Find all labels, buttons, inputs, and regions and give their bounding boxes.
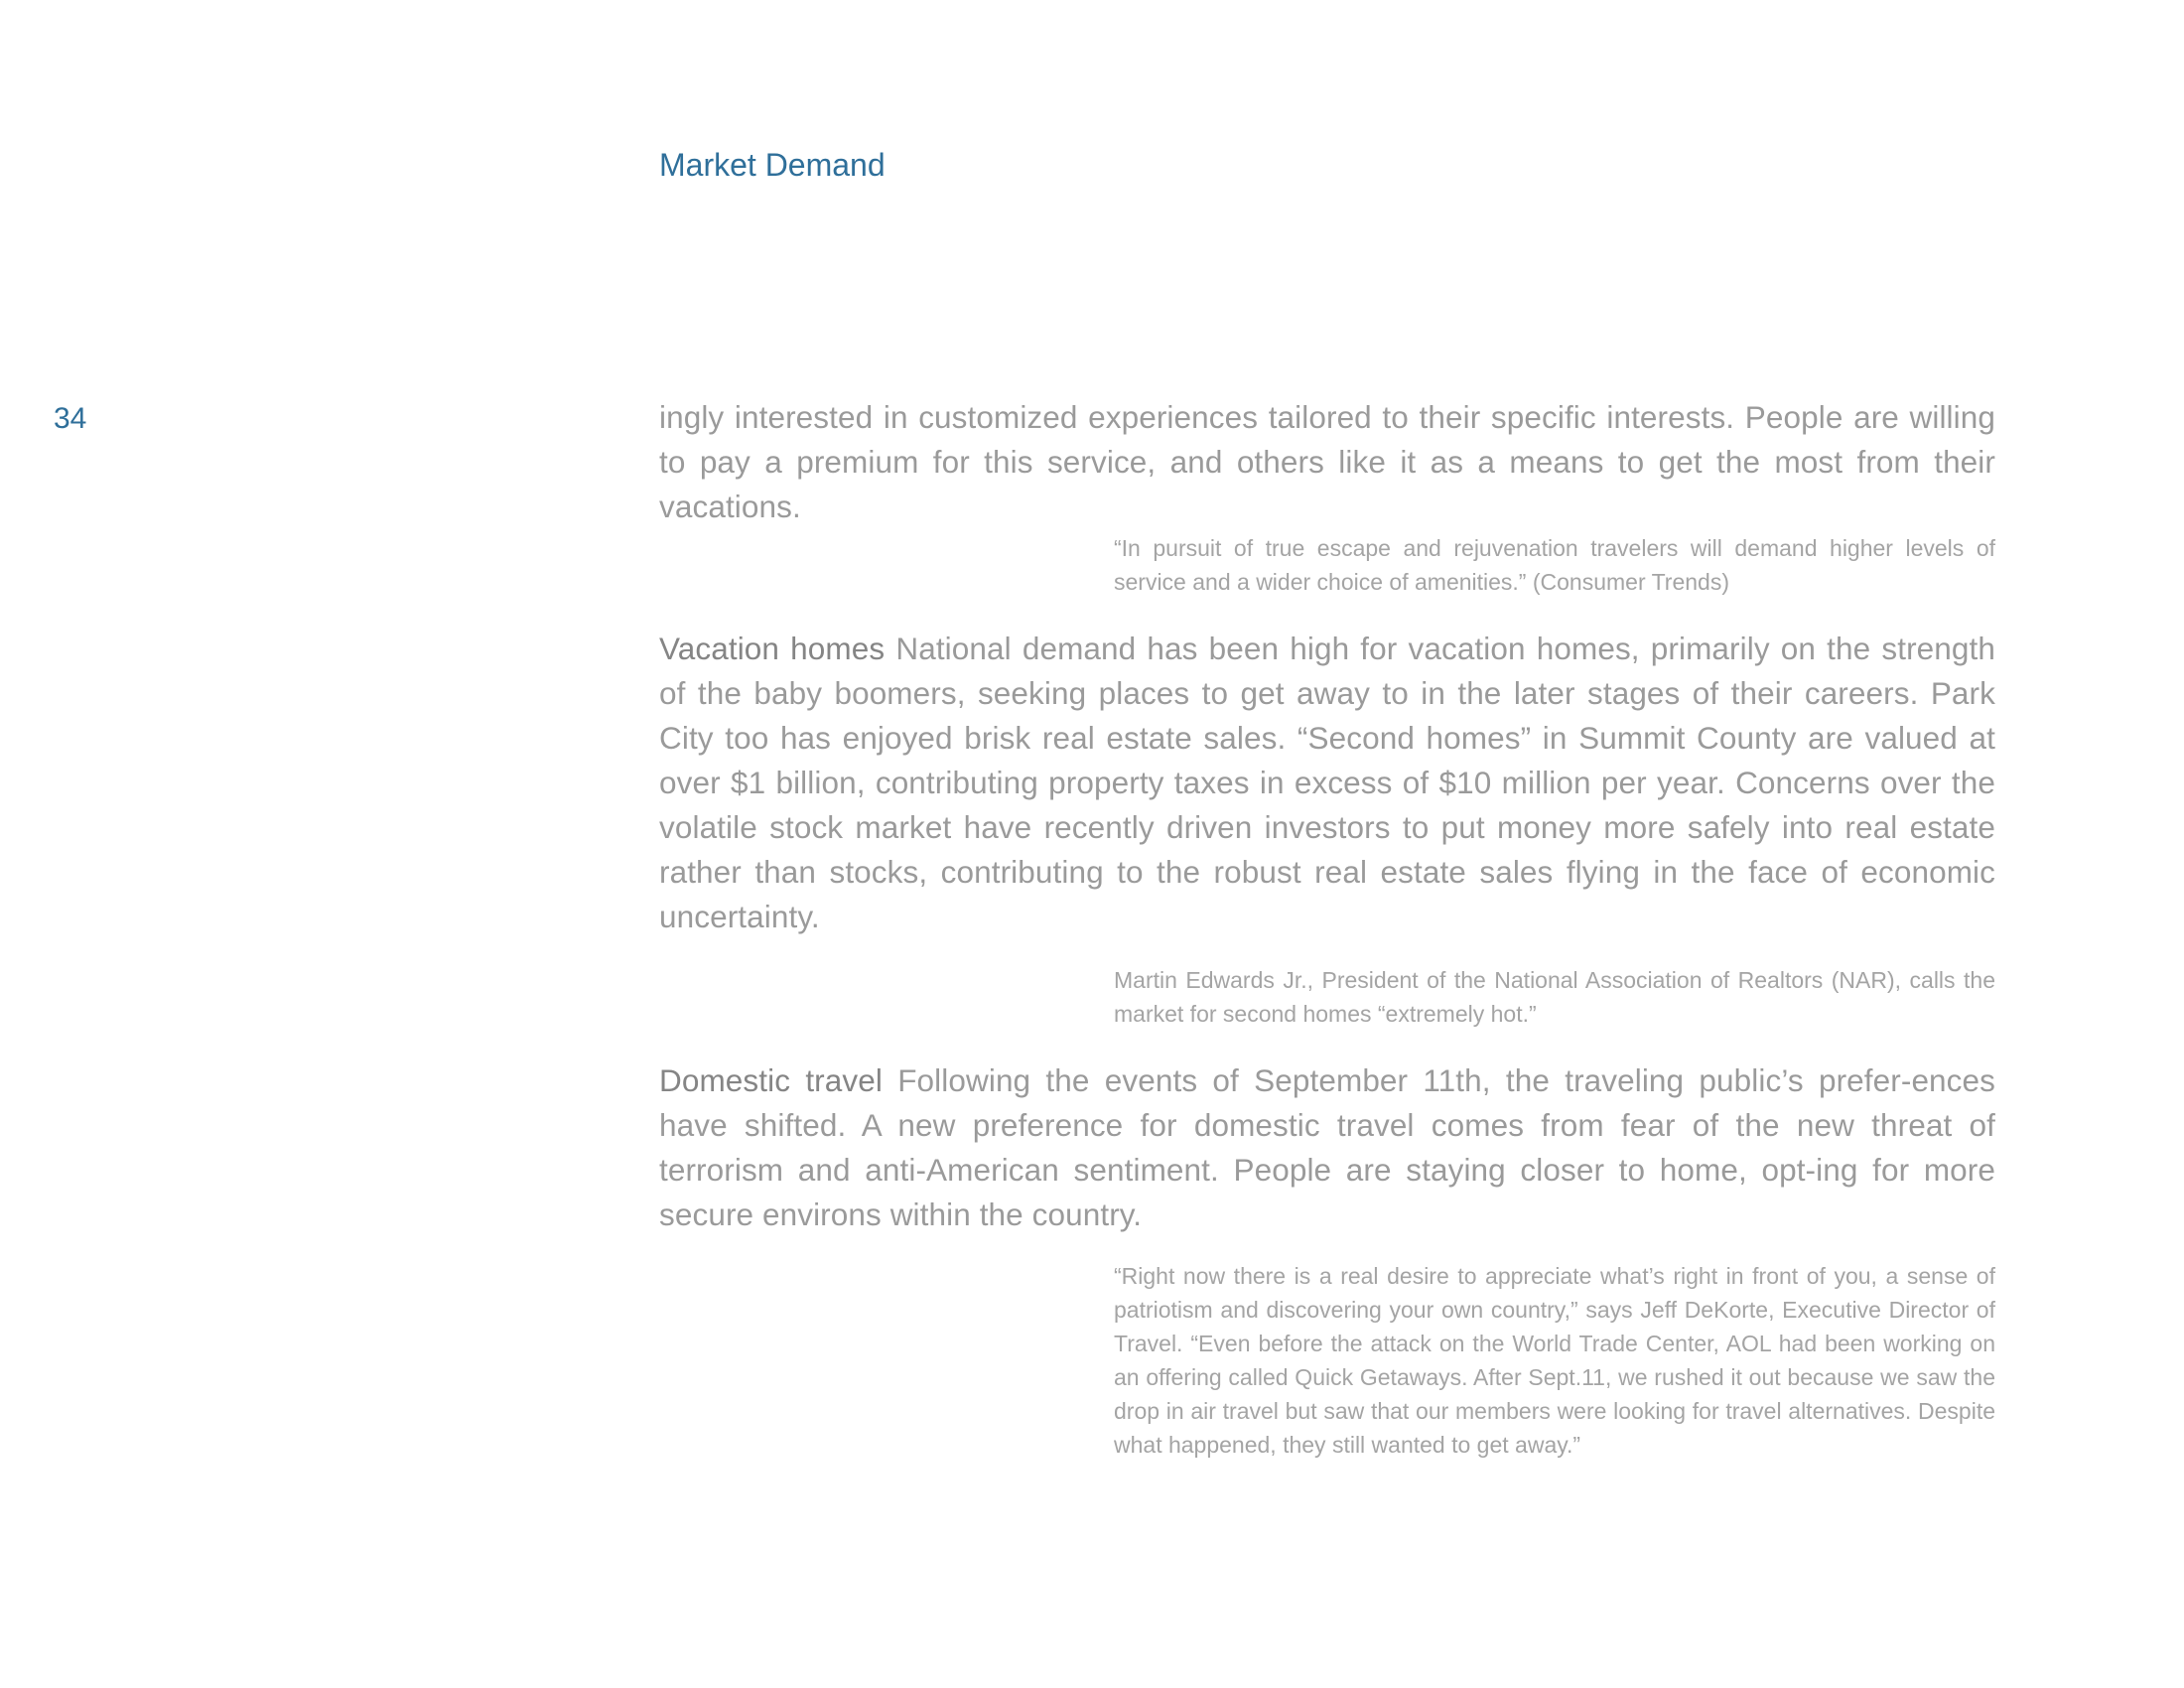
domestic-travel-text: Following the events of September 11th, the traveling public’s prefer-ences have shifted. A new preference for domestic travel comes from fear of the new threat of terrorism and anti-American sentiment. People are staying closer to home, opt-ing for more secure environs within the country.: [659, 1062, 1995, 1232]
intro-paragraph: ingly interested in customized experiences tailored to their specific interests. People are willing to pay a premium for this service, and others like it as a means to get the most from their vacations.: [659, 399, 1995, 524]
vacation-homes-paragraph: [659, 627, 1995, 939]
pull-quote-dekorte: “Right now there is a real desire to appreciate what’s right in front of you, a sense of patriotism and discovering your own country,” says Jeff DeKorte, Executive Director of Travel. “Even before the attack on the World Trade Center, AOL had been working on an offering called Quick Getaways. After Sept.11, we rushed it out because we saw the drop in air travel but saw that our members were looking for travel alternatives. Despite what happened, they still wanted to get away.”: [1114, 1263, 1995, 1458]
domestic-travel-paragraph: [659, 1058, 1995, 1237]
page-number: 34: [54, 402, 87, 435]
vacation-homes-text: National demand has been high for vacation homes, primarily on the strength of the baby boomers, seeking places to get away to in the later stages of their careers. Park City too has enjoyed brisk real estate sales. “Second homes” in Summit County are valued at over $1 billion, contributing property taxes in excess of $10 million per year. Concerns over the volatile stock market have recently driven investors to put money more safely into real estate rather than stocks, contributing to the robust real estate sales flying in the face of economic uncertainty.: [659, 631, 1995, 934]
pull-quote-nar: Martin Edwards Jr., President of the National Association of Realtors (NAR), calls the market for second homes “extremely hot.”: [1114, 967, 1995, 1027]
article-body: [659, 395, 1995, 1462]
domestic-travel-heading: Domestic travel: [659, 1062, 883, 1098]
section-title: Market Demand: [659, 147, 886, 183]
pull-quote-consumer-trends: “In pursuit of true escape and rejuvenation travelers will demand higher levels of service and a wider choice of amenities.” (Consumer Trends): [1114, 535, 1995, 595]
vacation-homes-heading: Vacation homes: [659, 631, 886, 666]
